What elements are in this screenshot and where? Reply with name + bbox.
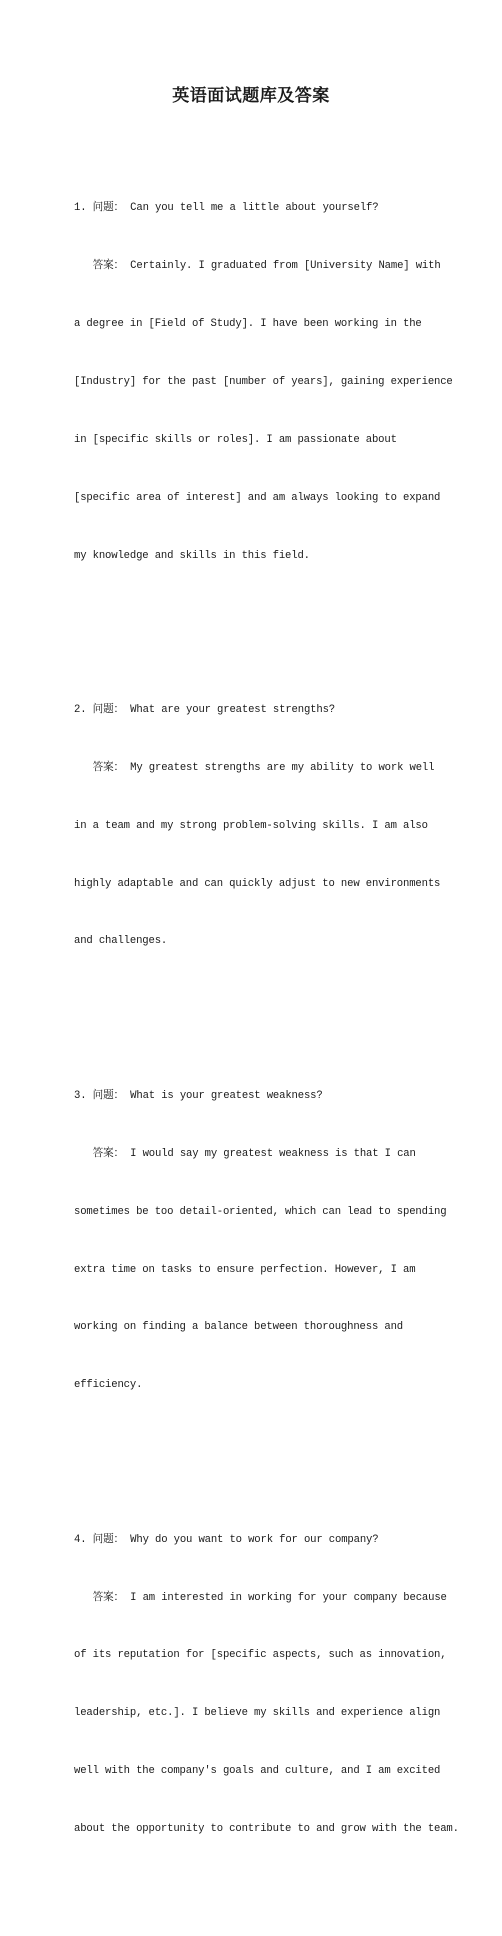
question-line: 3. 问题： What is your greatest weakness?: [74, 1089, 323, 1102]
question-line: 4. 问题： Why do you want to work for our company?: [74, 1533, 379, 1546]
answer-line: 答案： My greatest strengths are my ability to work well: [74, 761, 435, 774]
answer-line: well with the company's goals and culture, and I am excited: [74, 1765, 441, 1778]
answer-line: extra time on tasks to ensure perfection. However, I am: [74, 1263, 416, 1276]
qa-item: [74, 1048, 447, 1434]
answer-line: highly adaptable and can quickly adjust to new environments: [74, 877, 441, 890]
answer-line: [Industry] for the past [number of years], gaining experience: [74, 375, 453, 388]
question-line: 1. 问题： Can you tell me a little about yourself?: [74, 202, 379, 215]
answer-line: 答案： I would say my greatest weakness is that I can: [74, 1147, 416, 1160]
answer-line: efficiency.: [74, 1379, 143, 1392]
answer-line: of its reputation for [specific aspects, such as innovation,: [74, 1649, 447, 1662]
document-title: 英语面试题库及答案: [172, 86, 330, 106]
answer-line: in a team and my strong problem-solving skills. I am also: [74, 819, 428, 832]
answer-line: sometimes be too detail-oriented, which can lead to spending: [74, 1205, 447, 1218]
answer-line: leadership, etc.]. I believe my skills and experience align: [74, 1707, 441, 1720]
qa-item: [74, 161, 453, 605]
answer-line: about the opportunity to contribute to and grow with the team.: [74, 1823, 459, 1836]
question-line: 2. 问题： What are your greatest strengths?: [74, 703, 336, 716]
answer-line: [specific area of interest] and am always looking to expand: [74, 491, 441, 504]
answer-line: and challenges.: [74, 935, 168, 948]
answer-line: my knowledge and skills in this field.: [74, 549, 310, 562]
answer-line: 答案： I am interested in working for your company because: [74, 1591, 447, 1604]
qa-item: [74, 1492, 459, 1878]
answer-line: working on finding a balance between thoroughness and: [74, 1321, 403, 1334]
answer-line: in [specific skills or roles]. I am passionate about: [74, 433, 397, 446]
qa-list: [74, 122, 459, 1936]
answer-line: 答案： Certainly. I graduated from [University Name] with: [74, 260, 441, 273]
qa-item: [74, 662, 441, 990]
answer-line: a degree in [Field of Study]. I have been working in the: [74, 317, 422, 330]
